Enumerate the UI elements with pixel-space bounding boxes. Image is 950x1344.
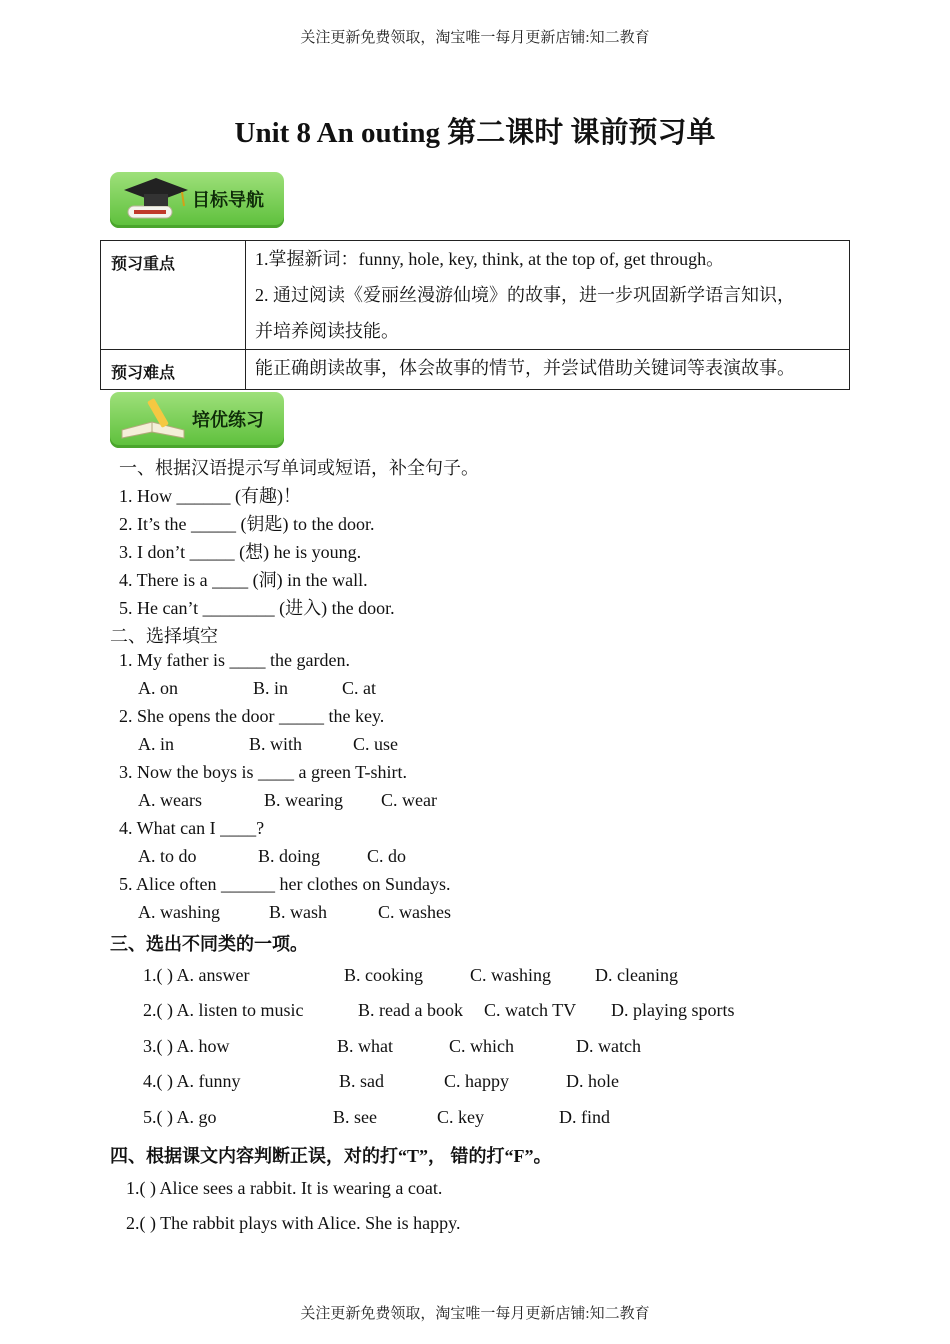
section1-item: 1. How ______ (有趣)！ [119,486,301,506]
section1-item: 3. I don’t _____ (想) he is young. [119,542,362,562]
goal-badge [110,172,284,228]
page-header: 关注更新免费领取，淘宝唯一每月更新店铺:知二教育 [300,30,650,46]
section4-item: 2.( ) The rabbit plays with Alice. She is happy. [126,1213,461,1233]
option-a: A. to do [138,846,197,866]
section2-question: 1. My father is ____ the garden. [119,650,350,670]
option-a: A. on [138,678,178,698]
section2-question: 5. Alice often ______ her clothes on Sundays. [119,874,451,894]
option-b: B. what [337,1036,393,1056]
option-a: A. wears [138,790,202,810]
option-c: C. key [437,1107,484,1127]
option-b: B. wearing [264,790,343,810]
section3-row-num: 5.( ) A. go [143,1107,217,1127]
section3-row-num: 4.( ) A. funny [143,1071,241,1091]
option-d: D. cleaning [595,965,678,985]
option-d: D. playing sports [611,1000,735,1020]
option-d: D. watch [576,1036,641,1056]
section3-heading: 三、选出不同类的一项。 [110,934,308,954]
section1-item: 5. He can’t ________ (进入) the door. [119,598,395,618]
section2-question: 3. Now the boys is ____ a green T-shirt. [119,762,407,782]
section2-question: 4. What can I ____? [119,818,265,838]
book-pencil-icon [114,392,192,448]
option-d: D. find [559,1107,610,1127]
option-b: B. cooking [344,965,423,985]
option-c: C. use [353,734,398,754]
goal-badge-label: 目标导航 [192,190,264,211]
section1-item: 2. It’s the _____ (钥匙) to the door. [119,514,375,534]
option-c: C. happy [444,1071,509,1091]
section2-heading: 二、选择填空 [110,626,218,646]
graduation-cap-icon [114,172,192,228]
option-d: D. hole [566,1071,619,1091]
section2-question: 2. She opens the door _____ the key. [119,706,385,726]
focus-content [246,241,850,350]
option-c: C. washing [470,965,551,985]
option-a: A. washing [138,902,220,922]
difficulty-text: 能正确朗读故事，体会故事的情节，并尝试借助关键词等表演故事。 [246,350,850,390]
focus-line-3: 并培养阅读技能。 [255,321,399,341]
option-b: B. sad [339,1071,384,1091]
option-c: C. at [342,678,376,698]
focus-line-1: 1.掌握新词：funny, hole, key, think, at the top of, get through。 [255,249,725,269]
section3-row-num: 3.( ) A. how [143,1036,230,1056]
section3-row-num: 2.( ) A. listen to music [143,1000,304,1020]
focus-label: 预习重点 [101,241,246,350]
page-footer: 关注更新免费领取，淘宝唯一每月更新店铺:知二教育 [300,1306,650,1322]
section1-item: 4. There is a ____ (洞) in the wall. [119,570,368,590]
option-b: B. wash [269,902,327,922]
page-title: Unit 8 An outing 第二课时 课前预习单 [234,117,716,149]
practice-badge-label: 培优练习 [192,410,264,431]
practice-badge [110,392,284,448]
section1-heading: 一、根据汉语提示写单词或短语，补全句子。 [119,458,479,478]
option-b: B. in [253,678,289,698]
option-b: B. see [333,1107,377,1127]
option-c: C. wear [381,790,437,810]
option-a: A. in [138,734,174,754]
option-b: B. read a book [358,1000,463,1020]
option-b: B. with [249,734,303,754]
option-b: B. doing [258,846,321,866]
focus-line-2: 2. 通过阅读《爱丽丝漫游仙境》的故事，进一步巩固新学语言知识， [255,285,795,305]
option-c: C. watch TV [484,1000,577,1020]
section4-item: 1.( ) Alice sees a rabbit. It is wearing a coat. [126,1178,443,1198]
difficulty-label: 预习难点 [101,350,246,390]
option-c: C. which [449,1036,514,1056]
section4-heading: 四、根据课文内容判断正误，对的打“T”， 错的打“F”。 [110,1146,552,1166]
option-c: C. washes [378,902,451,922]
option-c: C. do [367,846,407,866]
section3-row-num: 1.( ) A. answer [143,965,250,985]
goals-table [100,240,850,390]
